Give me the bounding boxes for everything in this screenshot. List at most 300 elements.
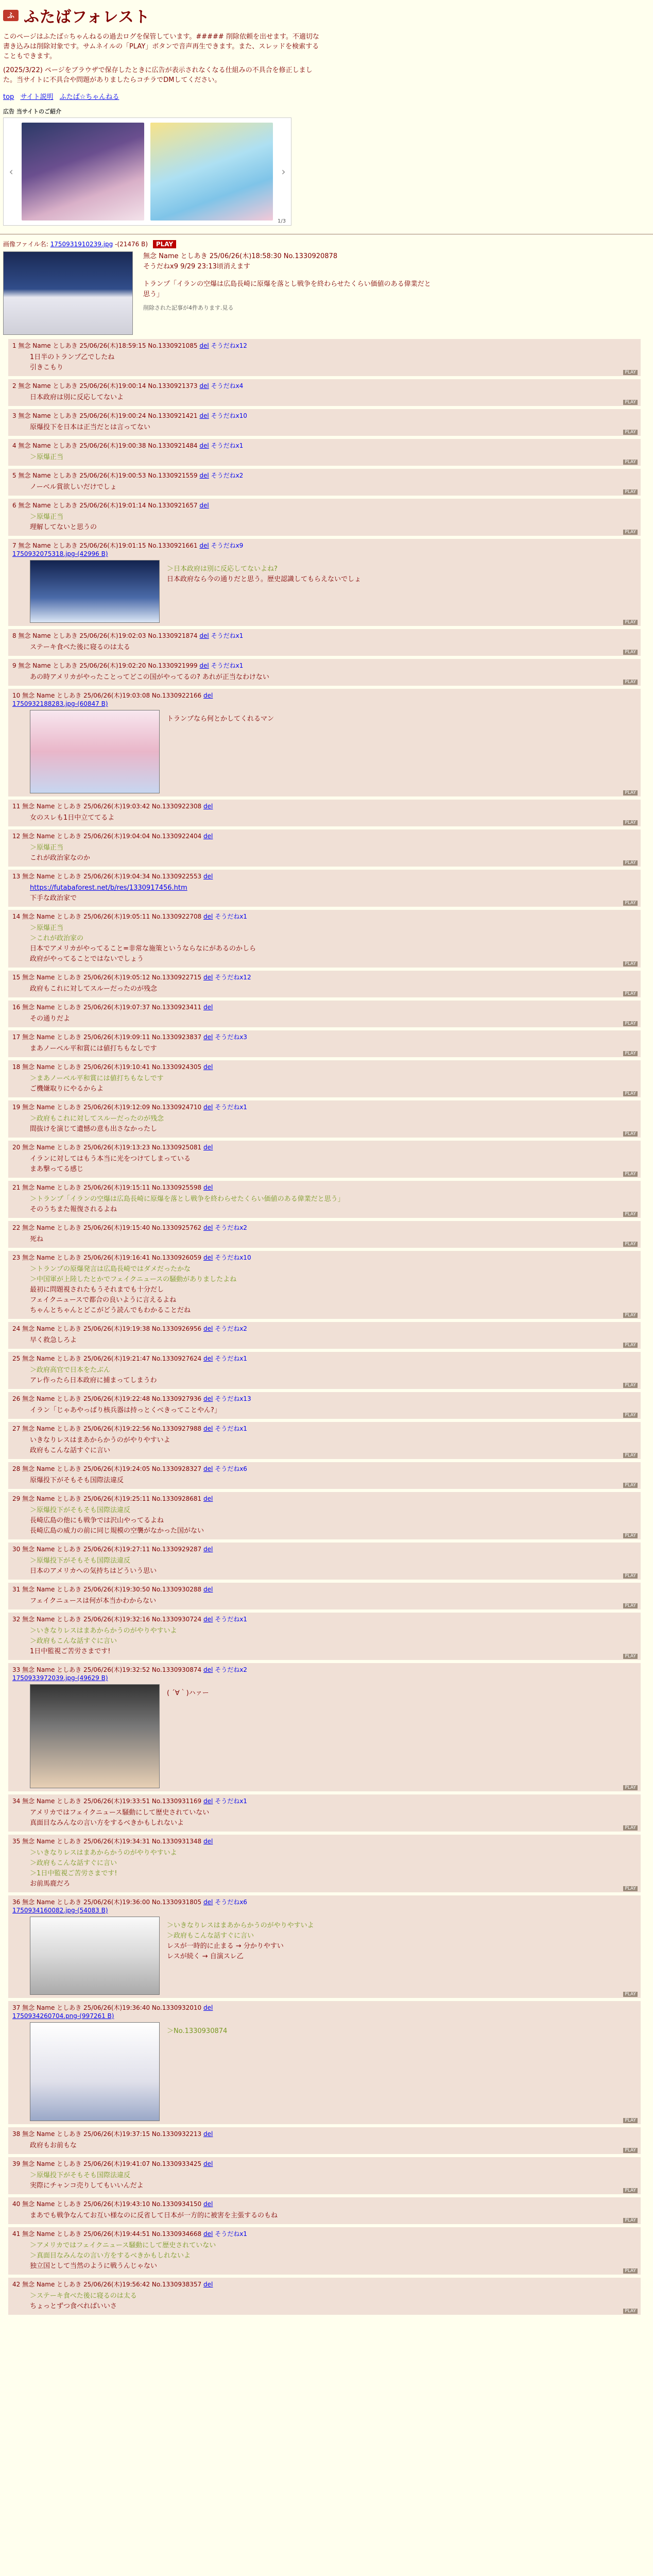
play-button[interactable]: PLAY xyxy=(623,1313,638,1318)
reply-number: 26 xyxy=(12,1395,21,1402)
reply-post xyxy=(8,2001,641,2124)
reply-body xyxy=(30,2291,637,2312)
play-button[interactable]: PLAY xyxy=(623,1483,638,1488)
op-file-link[interactable]: 1750931910239.jpg xyxy=(50,241,113,248)
delete-link[interactable]: del xyxy=(203,1033,213,1041)
op-file-size: -(21476 B) xyxy=(115,241,148,248)
play-button[interactable]: PLAY xyxy=(623,1051,638,1056)
delete-link[interactable]: del xyxy=(203,2281,213,2288)
play-button[interactable]: PLAY xyxy=(623,370,638,375)
site-title-row xyxy=(3,4,650,27)
reply-header xyxy=(12,1354,637,1363)
op-delete-note: 9/29 23:13頃消えます xyxy=(180,263,250,270)
play-button[interactable]: PLAY xyxy=(623,1654,638,1659)
reply-body xyxy=(30,2171,637,2191)
reply-header xyxy=(12,1464,637,1473)
quote-line: ＞No.1330930874 xyxy=(167,2027,228,2035)
reply-thumbnail[interactable] xyxy=(30,1684,160,1788)
reply-post xyxy=(8,1030,641,1057)
play-button[interactable]: PLAY xyxy=(623,1453,638,1458)
reply-post xyxy=(8,829,641,867)
reply-header xyxy=(12,832,637,841)
reply-body xyxy=(30,393,637,403)
reply-line: そのうちまた報復されるよね xyxy=(30,1206,117,1213)
delete-link[interactable]: del xyxy=(199,342,209,349)
delete-link[interactable]: del xyxy=(203,1254,213,1261)
delete-link[interactable]: del xyxy=(203,1666,213,1673)
reply-line: 政府がやってることではないでしょう xyxy=(30,955,144,963)
play-button[interactable]: PLAY xyxy=(623,489,638,495)
reply-post xyxy=(8,1422,641,1459)
reply-post xyxy=(8,469,641,496)
reply-image-link[interactable]: 1750934260704.png-(997261 B) xyxy=(12,2012,114,2020)
reply-number: 10 xyxy=(12,692,21,699)
sodane-button[interactable]: そうだねx1 xyxy=(215,1616,247,1623)
reply-meta: 無念 Name としあき 25/06/26(木)19:22:56 No.1330927988 xyxy=(22,1425,202,1432)
play-button[interactable]: PLAY xyxy=(623,2188,638,2193)
reply-number: 21 xyxy=(12,1184,21,1191)
reply-image-row xyxy=(30,560,637,623)
sodane-button[interactable]: そうだねx13 xyxy=(215,1395,251,1402)
reply-post xyxy=(8,1794,641,1832)
delete-link[interactable]: del xyxy=(199,412,209,419)
delete-link[interactable]: del xyxy=(203,2130,213,2138)
reply-body xyxy=(167,714,274,789)
reply-meta: 無念 Name としあき 25/06/26(木)19:30:50 No.1330930288 xyxy=(22,1586,202,1593)
play-button[interactable]: PLAY xyxy=(623,860,638,866)
delete-link[interactable]: del xyxy=(203,1425,213,1432)
reply-body xyxy=(30,2211,637,2221)
sodane-button[interactable]: そうだねx1 xyxy=(215,913,247,920)
carousel-next-icon[interactable]: › xyxy=(281,165,286,178)
reply-header xyxy=(12,802,637,811)
reply-line: 日本のアメリカへの気持ちはどういう思い xyxy=(30,1567,157,1575)
delete-link[interactable]: del xyxy=(203,1184,213,1191)
play-button[interactable]: PLAY xyxy=(623,1021,638,1026)
play-button[interactable]: PLAY xyxy=(623,1343,638,1348)
reply-meta: 無念 Name としあき 25/06/26(木)19:05:12 No.1330922715 xyxy=(22,974,202,981)
sodane-button[interactable]: そうだねx1 xyxy=(211,662,244,669)
play-button[interactable]: PLAY xyxy=(623,820,638,825)
play-button[interactable]: PLAY xyxy=(623,2309,638,2314)
reply-header xyxy=(12,2199,637,2209)
delete-link[interactable]: del xyxy=(199,632,209,639)
quote-line: ＞いきなりレスはまあからかうのがやりやすいよ xyxy=(30,1849,177,1857)
delete-link[interactable]: del xyxy=(203,873,213,880)
reply-image-link[interactable]: 1750934160082.jpg-(54083 B) xyxy=(12,1907,108,1914)
reply-image-row xyxy=(30,2022,637,2121)
reply-post xyxy=(8,1835,641,1892)
reply-meta: 無念 Name としあき 25/06/26(木)18:59:15 No.1330921085 xyxy=(18,342,198,349)
delete-link[interactable]: del xyxy=(203,2200,213,2208)
quote-line: ＞まあノーベル平和賞には値打ちもなしです xyxy=(30,1075,164,1082)
reply-meta: 無念 Name としあき 25/06/26(木)19:37:15 No.1330932213 xyxy=(22,2130,202,2138)
reply-post xyxy=(8,2197,641,2224)
play-button[interactable]: PLAY xyxy=(623,790,638,795)
reply-line: 政府もこんな話すぐに言い xyxy=(30,1447,111,1454)
quote-line: ＞トランプの原爆発言は広島長崎ではダメだったかな xyxy=(30,1265,191,1273)
reply-line: 間抜けを演じて遺憾の意も出さなかったし xyxy=(30,1125,158,1133)
op-text xyxy=(143,251,432,335)
delete-link[interactable]: del xyxy=(199,472,209,479)
quote-line: ＞日本政府は別に反応してないよね? xyxy=(167,565,278,573)
reply-number: 14 xyxy=(12,913,21,920)
quote-line: ＞政府もこんな話すぐに言い xyxy=(30,1859,117,1867)
play-button[interactable]: PLAY xyxy=(623,460,638,465)
op-body xyxy=(3,251,650,335)
reply-number: 18 xyxy=(12,1063,21,1071)
sodane-button[interactable]: そうだねx1 xyxy=(215,1425,247,1432)
quote-line: ＞原爆正当 xyxy=(30,453,64,461)
reply-body xyxy=(30,1044,637,1054)
play-button[interactable]: PLAY xyxy=(623,2268,638,2274)
delete-link[interactable]: del xyxy=(203,913,213,920)
play-button[interactable]: PLAY xyxy=(623,1573,638,1579)
sodane-button[interactable]: そうだねx10 xyxy=(215,1254,251,1261)
sodane-button[interactable]: そうだねx1 xyxy=(215,1798,247,1805)
delete-link[interactable]: del xyxy=(199,382,209,389)
ad-label: 広告 当サイトのご紹介 xyxy=(3,108,62,115)
site-logo-icon[interactable]: ふ xyxy=(3,10,19,21)
reply-header xyxy=(12,2159,637,2168)
quote-line: ＞トランプ「イランの空爆は広島長崎に原爆を落とし戦争を終わらせたくらい価値のある偉業だと思う」 xyxy=(30,1195,345,1203)
delete-link[interactable]: del xyxy=(203,1104,213,1111)
reply-header xyxy=(12,872,637,881)
reply-header xyxy=(12,501,637,510)
reply-line: あの時アメリカがやったことってどこの国がやってるの? あれが正当なわけない xyxy=(30,673,269,681)
reply-number: 30 xyxy=(12,1546,21,1553)
play-button[interactable]: PLAY xyxy=(623,1785,638,1790)
sodane-button[interactable]: そうだねx2 xyxy=(211,472,244,479)
reply-post xyxy=(8,870,641,907)
reply-number: 27 xyxy=(12,1425,21,1432)
reply-header xyxy=(12,912,637,921)
reply-line: レスが一時的に止まる → 分かりやすい xyxy=(167,1942,284,1950)
reply-meta: 無念 Name としあき 25/06/26(木)19:01:15 No.1330921661 xyxy=(18,542,198,549)
quote-line: ＞いきなりレスはまあからかうのがやりやすいよ xyxy=(30,1627,177,1635)
play-button[interactable]: PLAY xyxy=(153,240,176,248)
reply-post xyxy=(8,2127,641,2154)
reply-header xyxy=(12,1494,637,1503)
reply-number: 5 xyxy=(12,472,16,479)
quote-line: ＞原爆投下がそもそも国際法違反 xyxy=(30,2172,131,2179)
reply-number: 31 xyxy=(12,1586,21,1593)
reply-line: 政府もお前もな xyxy=(30,2142,77,2149)
reply-post xyxy=(8,1462,641,1489)
sodane-button[interactable]: そうだねx2 xyxy=(215,1224,247,1231)
reply-line: ノーベル賞欲しいだけでしょ xyxy=(30,483,117,491)
reply-meta: 無念 Name としあき 25/06/26(木)19:36:40 No.1330932010 xyxy=(22,2004,202,2011)
reply-number: 32 xyxy=(12,1616,21,1623)
reply-body xyxy=(30,1154,637,1175)
reply-body xyxy=(30,984,637,994)
sodane-button[interactable]: そうだねx1 xyxy=(215,2230,247,2238)
reply-meta: 無念 Name としあき 25/06/26(木)19:15:40 No.1330925762 xyxy=(22,1224,202,1231)
reply-thumbnail[interactable] xyxy=(30,1917,160,1995)
reply-post xyxy=(8,1492,641,1539)
reply-body xyxy=(30,923,637,964)
reply-body xyxy=(30,1505,637,1536)
reply-line: 日本政府なら今の通りだと思う。歴史認識してもらえないでしょ xyxy=(167,575,362,583)
delete-link[interactable]: del xyxy=(203,1395,213,1402)
reply-post xyxy=(8,439,641,466)
reply-post xyxy=(8,629,641,656)
reply-body xyxy=(30,1626,637,1657)
play-button[interactable]: PLAY xyxy=(623,991,638,996)
reply-line: 1日中監視ご苦労さまです! xyxy=(30,1648,111,1655)
play-button[interactable]: PLAY xyxy=(623,2148,638,2153)
play-button[interactable]: PLAY xyxy=(623,1131,638,1137)
delete-link[interactable]: del xyxy=(203,1355,213,1362)
play-button[interactable]: PLAY xyxy=(623,1825,638,1831)
sodane-button[interactable]: そうだねx6 xyxy=(215,1465,247,1472)
reply-header xyxy=(12,2280,637,2289)
reply-body xyxy=(30,1194,637,1215)
delete-link[interactable]: del xyxy=(203,1586,213,1593)
reply-number: 24 xyxy=(12,1325,21,1332)
reply-number: 17 xyxy=(12,1033,21,1041)
reply-image-link[interactable]: 1750932075318.jpg-(42996 B) xyxy=(12,550,108,557)
reply-line: まあ撃ってる感じ xyxy=(30,1165,84,1173)
delete-link[interactable]: del xyxy=(203,1495,213,1502)
reply-url-link[interactable]: https://futabaforest.net/b/res/1330917456.htm xyxy=(30,884,187,892)
reply-image-link[interactable]: 1750933972039.jpg-(49629 B) xyxy=(12,1674,108,1682)
reply-number: 35 xyxy=(12,1838,21,1845)
ad-image-2[interactable] xyxy=(150,123,273,221)
reply-post xyxy=(8,1001,641,1027)
delete-link[interactable]: del xyxy=(203,833,213,840)
delete-link[interactable]: del xyxy=(199,502,209,509)
reply-thumbnail[interactable] xyxy=(30,560,160,623)
delete-link[interactable]: del xyxy=(203,2004,213,2011)
play-button[interactable]: PLAY xyxy=(623,2218,638,2223)
reply-body xyxy=(30,1405,637,1416)
reply-body xyxy=(30,1556,637,1577)
play-button[interactable]: PLAY xyxy=(623,1992,638,1997)
sodane-button[interactable]: そうだねx3 xyxy=(215,1033,247,1041)
reply-line: 1日半のトランプ乙でしたね xyxy=(30,353,115,361)
reply-header xyxy=(12,1103,637,1112)
play-button[interactable]: PLAY xyxy=(623,901,638,906)
delete-link[interactable]: del xyxy=(199,662,209,669)
op-file-line xyxy=(3,240,650,248)
reply-thumbnail[interactable] xyxy=(30,2022,160,2121)
delete-link[interactable]: del xyxy=(203,1465,213,1472)
quote-line: ＞アメリカではフェイクニュース騒動にして歴史されていない xyxy=(30,2242,216,2249)
reply-meta: 無念 Name としあき 25/06/26(木)19:00:24 No.1330921421 xyxy=(18,412,198,419)
reply-line: 女のスレも1日中立ててるよ xyxy=(30,814,115,822)
op-footnote[interactable]: 削除された記事が4件あります.見る xyxy=(143,304,234,311)
reply-meta: 無念 Name としあき 25/06/26(木)19:04:04 No.1330922404 xyxy=(22,833,202,840)
reply-line: 原爆投下を日本は正当だとは言ってない xyxy=(30,423,151,431)
ad-carousel[interactable] xyxy=(3,117,291,226)
sodane-button[interactable]: そうだねx2 xyxy=(215,1325,247,1332)
reply-body xyxy=(30,843,637,863)
reply-post xyxy=(8,1100,641,1138)
reply-meta: 無念 Name としあき 25/06/26(木)19:07:37 No.1330923411 xyxy=(22,1004,202,1011)
reply-meta: 無念 Name としあき 25/06/26(木)19:22:48 No.1330927936 xyxy=(22,1395,202,1402)
delete-link[interactable]: del xyxy=(203,2160,213,2167)
reply-thumbnail[interactable] xyxy=(30,710,160,793)
reply-line: ちゃんとちゃんとどこがどう読んでもわかることだね xyxy=(30,1307,191,1314)
delete-link[interactable]: del xyxy=(199,542,209,549)
reply-body xyxy=(30,672,637,683)
reply-meta: 無念 Name としあき 25/06/26(木)19:05:11 No.1330922708 xyxy=(22,913,202,920)
reply-image-link[interactable]: 1750932188283.jpg-(60847 B) xyxy=(12,700,108,707)
reply-line: アレ作ったら日本政府に捕まってしまうわ xyxy=(30,1377,157,1384)
reply-meta: 無念 Name としあき 25/06/26(木)19:01:14 No.1330921657 xyxy=(18,502,198,509)
delete-link[interactable]: del xyxy=(203,1224,213,1231)
op-message: トランプ「イランの空爆は広島長崎に原爆を落とし戦争を終わらせたくらい価値のある偉業だと思う」 xyxy=(143,280,431,298)
reply-post xyxy=(8,1352,641,1389)
reply-body xyxy=(30,813,637,823)
delete-link[interactable]: del xyxy=(203,1063,213,1071)
play-button[interactable]: PLAY xyxy=(623,1413,638,1418)
play-button[interactable]: PLAY xyxy=(623,1091,638,1096)
reply-meta: 無念 Name としあき 25/06/26(木)19:36:00 No.1330931805 xyxy=(22,1899,202,1906)
quote-line: ＞中国軍が上陸したとかでフェイクニュースの騒動がありましたよね xyxy=(30,1276,237,1283)
reply-header xyxy=(12,2229,637,2239)
reply-image-row xyxy=(30,710,637,793)
play-button[interactable]: PLAY xyxy=(623,1242,638,1247)
reply-body xyxy=(30,1114,637,1134)
play-button[interactable]: PLAY xyxy=(623,2118,638,2123)
quote-line: ＞政府高官で日本をたぶん xyxy=(30,1366,111,1374)
reply-number: 39 xyxy=(12,2160,21,2167)
site-title[interactable]: ふたばフォレスト xyxy=(24,8,150,26)
reply-image-row xyxy=(30,1684,637,1788)
reply-post xyxy=(8,2278,641,2315)
reply-line: 日本でアメリカがやってること=非常な施策というならなにがあるのかしら xyxy=(30,945,256,953)
play-button[interactable]: PLAY xyxy=(623,400,638,405)
play-button[interactable]: PLAY xyxy=(623,530,638,535)
reply-number: 22 xyxy=(12,1224,21,1231)
reply-line: まあノーベル平和賞には値打ちもなしです xyxy=(30,1045,157,1053)
nav-link-top[interactable]: top xyxy=(3,93,14,101)
reply-header xyxy=(12,1062,637,1072)
reply-body xyxy=(30,482,637,493)
delete-link[interactable]: del xyxy=(203,1144,213,1151)
reply-meta: 無念 Name としあき 25/06/26(木)19:19:38 No.1330926956 xyxy=(22,1325,202,1332)
reply-line: 原爆投下がそもそも国際法違反 xyxy=(30,1477,124,1484)
quote-line: ＞いきなりレスはまあからかうのがやりやすいよ xyxy=(167,1922,314,1929)
delete-link[interactable]: del xyxy=(199,442,209,449)
reply-header xyxy=(12,1585,637,1594)
reply-line: 政府もこれに対してスルーだったのが残念 xyxy=(30,985,158,993)
reply-header xyxy=(12,631,637,640)
reply-post xyxy=(8,339,641,376)
sodane-button[interactable]: そうだねx1 xyxy=(211,632,244,639)
reply-line: ( ´∀｀)ハァー xyxy=(167,1689,209,1697)
sodane-button[interactable]: そうだねx10 xyxy=(211,412,247,419)
reply-post xyxy=(8,1060,641,1097)
reply-line: その通りだよ xyxy=(30,1015,71,1023)
reply-number: 25 xyxy=(12,1355,21,1362)
sodane-button[interactable]: そうだねx12 xyxy=(211,342,247,349)
play-button[interactable]: PLAY xyxy=(623,1886,638,1891)
reply-post xyxy=(8,1663,641,1791)
sodane-button[interactable]: そうだねx1 xyxy=(215,1355,247,1362)
reply-body xyxy=(30,1014,637,1024)
sodane-button[interactable]: そうだねx9 xyxy=(211,542,244,549)
reply-line: 実際にチャンコ売りしてもいいんだよ xyxy=(30,2182,144,2190)
play-button[interactable]: PLAY xyxy=(623,650,638,655)
reply-body xyxy=(30,1848,637,1889)
reply-header xyxy=(12,381,637,391)
reply-post xyxy=(8,689,641,796)
reply-number: 8 xyxy=(12,632,16,639)
delete-link[interactable]: del xyxy=(203,1616,213,1623)
reply-meta: 無念 Name としあき 25/06/26(木)19:32:16 No.1330930724 xyxy=(22,1616,202,1623)
site-notice xyxy=(3,32,322,85)
reply-post xyxy=(8,910,641,968)
reply-line: ステーキ食べた後に寝るのは太る xyxy=(30,643,130,651)
nav-link-futaba[interactable]: ふたば☆ちゃんねる xyxy=(59,93,119,101)
carousel-prev-icon[interactable]: ‹ xyxy=(9,165,13,178)
reply-line: 早く救急しろよ xyxy=(30,1336,77,1344)
sodane-button[interactable]: そうだねx1 xyxy=(211,442,244,449)
delete-link[interactable]: del xyxy=(203,1838,213,1845)
reply-meta: 無念 Name としあき 25/06/26(木)19:33:51 No.1330931169 xyxy=(22,1798,202,1805)
reply-line: 日本政府は別に反応してないよ xyxy=(30,394,124,401)
op-image[interactable] xyxy=(3,251,133,335)
reply-body xyxy=(30,2241,637,2272)
delete-link[interactable]: del xyxy=(203,1899,213,1906)
reply-line: 死ね xyxy=(30,1235,44,1243)
reply-header xyxy=(12,1615,637,1624)
play-button[interactable]: PLAY xyxy=(623,1383,638,1388)
play-button[interactable]: PLAY xyxy=(623,961,638,967)
delete-link[interactable]: del xyxy=(203,1546,213,1553)
reply-line: アメリカではフェイクニュース騒動にして歴史されていない xyxy=(30,1809,210,1817)
play-button[interactable]: PLAY xyxy=(623,1533,638,1538)
reply-body xyxy=(30,352,637,373)
reply-post xyxy=(8,379,641,406)
delete-link[interactable]: del xyxy=(203,1004,213,1011)
reply-line: 真面目なみんなの言い方をするべきかもしれないよ xyxy=(30,1819,184,1827)
sodane-button[interactable]: そうだねx2 xyxy=(215,1666,247,1673)
delete-link[interactable]: del xyxy=(203,1798,213,1805)
reply-body xyxy=(30,1808,637,1828)
play-button[interactable]: PLAY xyxy=(623,680,638,685)
sodane-button[interactable]: そうだねx12 xyxy=(215,974,251,981)
delete-link[interactable]: del xyxy=(203,692,213,699)
delete-link[interactable]: del xyxy=(203,803,213,810)
reply-header xyxy=(12,1797,637,1806)
reply-post xyxy=(8,539,641,626)
play-button[interactable]: PLAY xyxy=(623,1212,638,1217)
sodane-button[interactable]: そうだねx4 xyxy=(211,382,244,389)
reply-header xyxy=(12,471,637,480)
delete-link[interactable]: del xyxy=(203,974,213,981)
reply-post xyxy=(8,1181,641,1218)
play-button[interactable]: PLAY xyxy=(623,430,638,435)
reply-body xyxy=(30,883,637,904)
ad-image-1[interactable] xyxy=(22,123,144,221)
sodane-button[interactable]: そうだねx1 xyxy=(215,1104,247,1111)
play-button[interactable]: PLAY xyxy=(623,1172,638,1177)
play-button[interactable]: PLAY xyxy=(623,620,638,625)
reply-body xyxy=(167,2026,227,2117)
nav-link-about[interactable]: サイト説明 xyxy=(20,93,54,101)
delete-link[interactable]: del xyxy=(203,1325,213,1332)
sodane-button[interactable]: そうだねx6 xyxy=(215,1899,247,1906)
reply-number: 13 xyxy=(12,873,21,880)
delete-link[interactable]: del xyxy=(203,2230,213,2238)
reply-header xyxy=(12,973,637,982)
play-button[interactable]: PLAY xyxy=(623,1603,638,1608)
op-sodane-button[interactable]: そうだねx9 xyxy=(143,263,178,270)
